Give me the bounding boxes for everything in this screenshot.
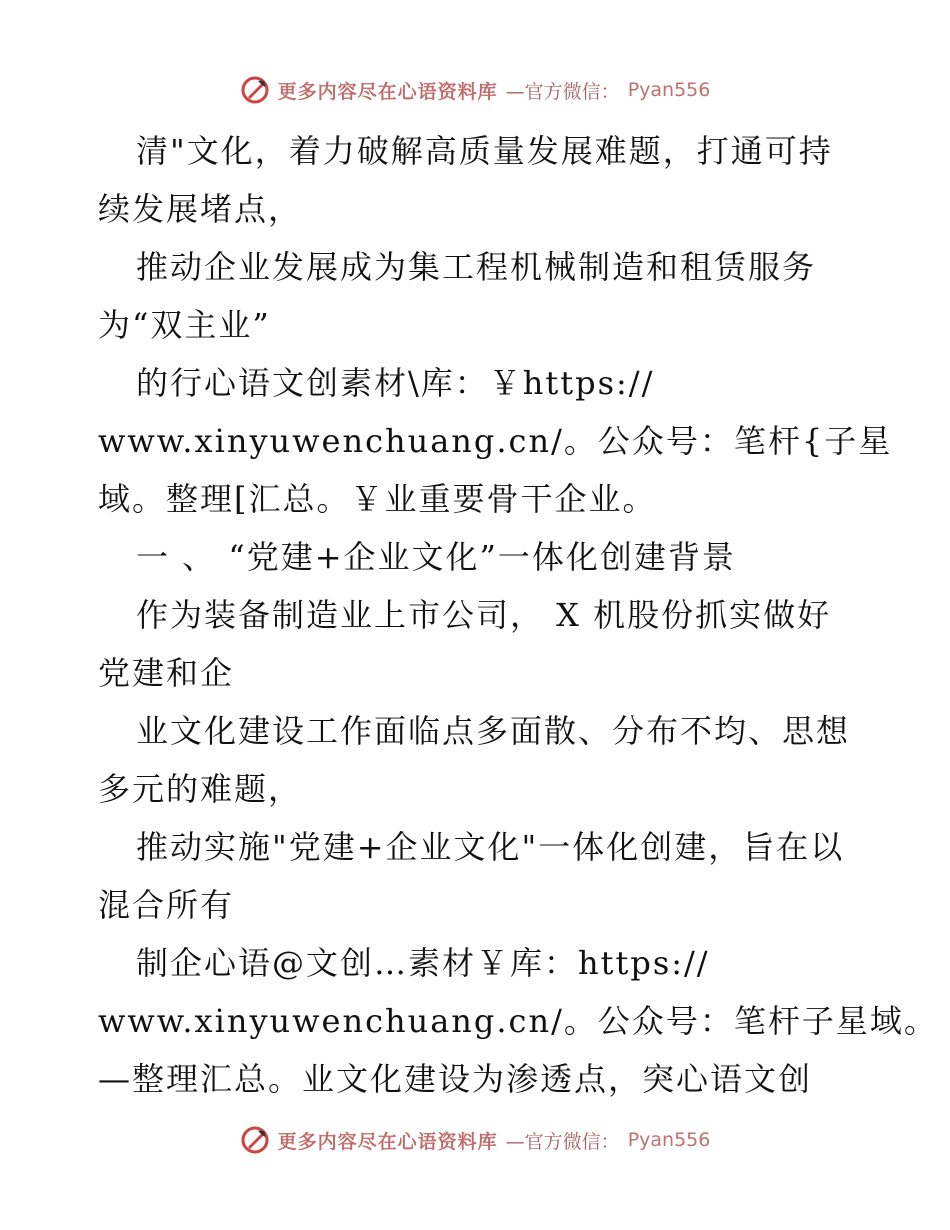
banner-wechat-id: Pyan556 — [627, 79, 711, 101]
document-body — [98, 122, 938, 1108]
banner-wechat-label: —官方微信： — [505, 1130, 620, 1153]
banner-wechat-label: —官方微信： — [505, 80, 620, 103]
banner-title: 更多内容尽在心语资料库 — [277, 1130, 498, 1153]
text-line: 多元的难题， — [98, 770, 303, 808]
text-line: 推动企业发展成为集工程机械制造和租赁服务 — [136, 248, 817, 286]
quill-pen-logo-icon — [240, 1125, 270, 1155]
text-line: www.xinyuwenchuang.cn/。公众号：笔杆{子星 — [98, 422, 893, 460]
header-banner — [0, 70, 950, 110]
section-heading: 一 、 “党建+企业文化”一体化创建背景 — [136, 538, 736, 576]
footer-banner — [0, 1120, 950, 1160]
text-line: 业文化建设工作面临点多面散、分布不均、思想 — [136, 712, 851, 750]
text-line: 党建和企 — [98, 654, 235, 692]
text-line: 混合所有 — [98, 886, 235, 924]
text-line: www.xinyuwenchuang.cn/。公众号：笔杆子星域。 — [98, 1002, 938, 1040]
banner-wechat-id: Pyan556 — [627, 1129, 711, 1151]
text-line: —整理汇总。业文化建设为渗透点，突心语文创 — [98, 1060, 813, 1098]
quill-pen-logo-icon — [240, 75, 270, 105]
text-line: 作为装备制造业上市公司， X 机股份抓实做好 — [136, 596, 832, 634]
text-line: 为“双主业” — [98, 306, 271, 344]
text-line: 的行心语文创素材\库：￥https:// — [136, 364, 655, 402]
text-line: 推动实施"党建+企业文化"一体化创建，旨在以 — [136, 828, 845, 866]
banner-title: 更多内容尽在心语资料库 — [277, 80, 498, 103]
text-line: 清"文化，着力破解高质量发展难题，打通可持 — [136, 132, 833, 170]
text-line: 续发展堵点， — [98, 190, 303, 228]
text-line: 域。整理[汇总。￥业重要骨干企业。 — [98, 480, 657, 518]
text-line: 制企心语@文创…素材￥库：https:// — [136, 944, 710, 982]
